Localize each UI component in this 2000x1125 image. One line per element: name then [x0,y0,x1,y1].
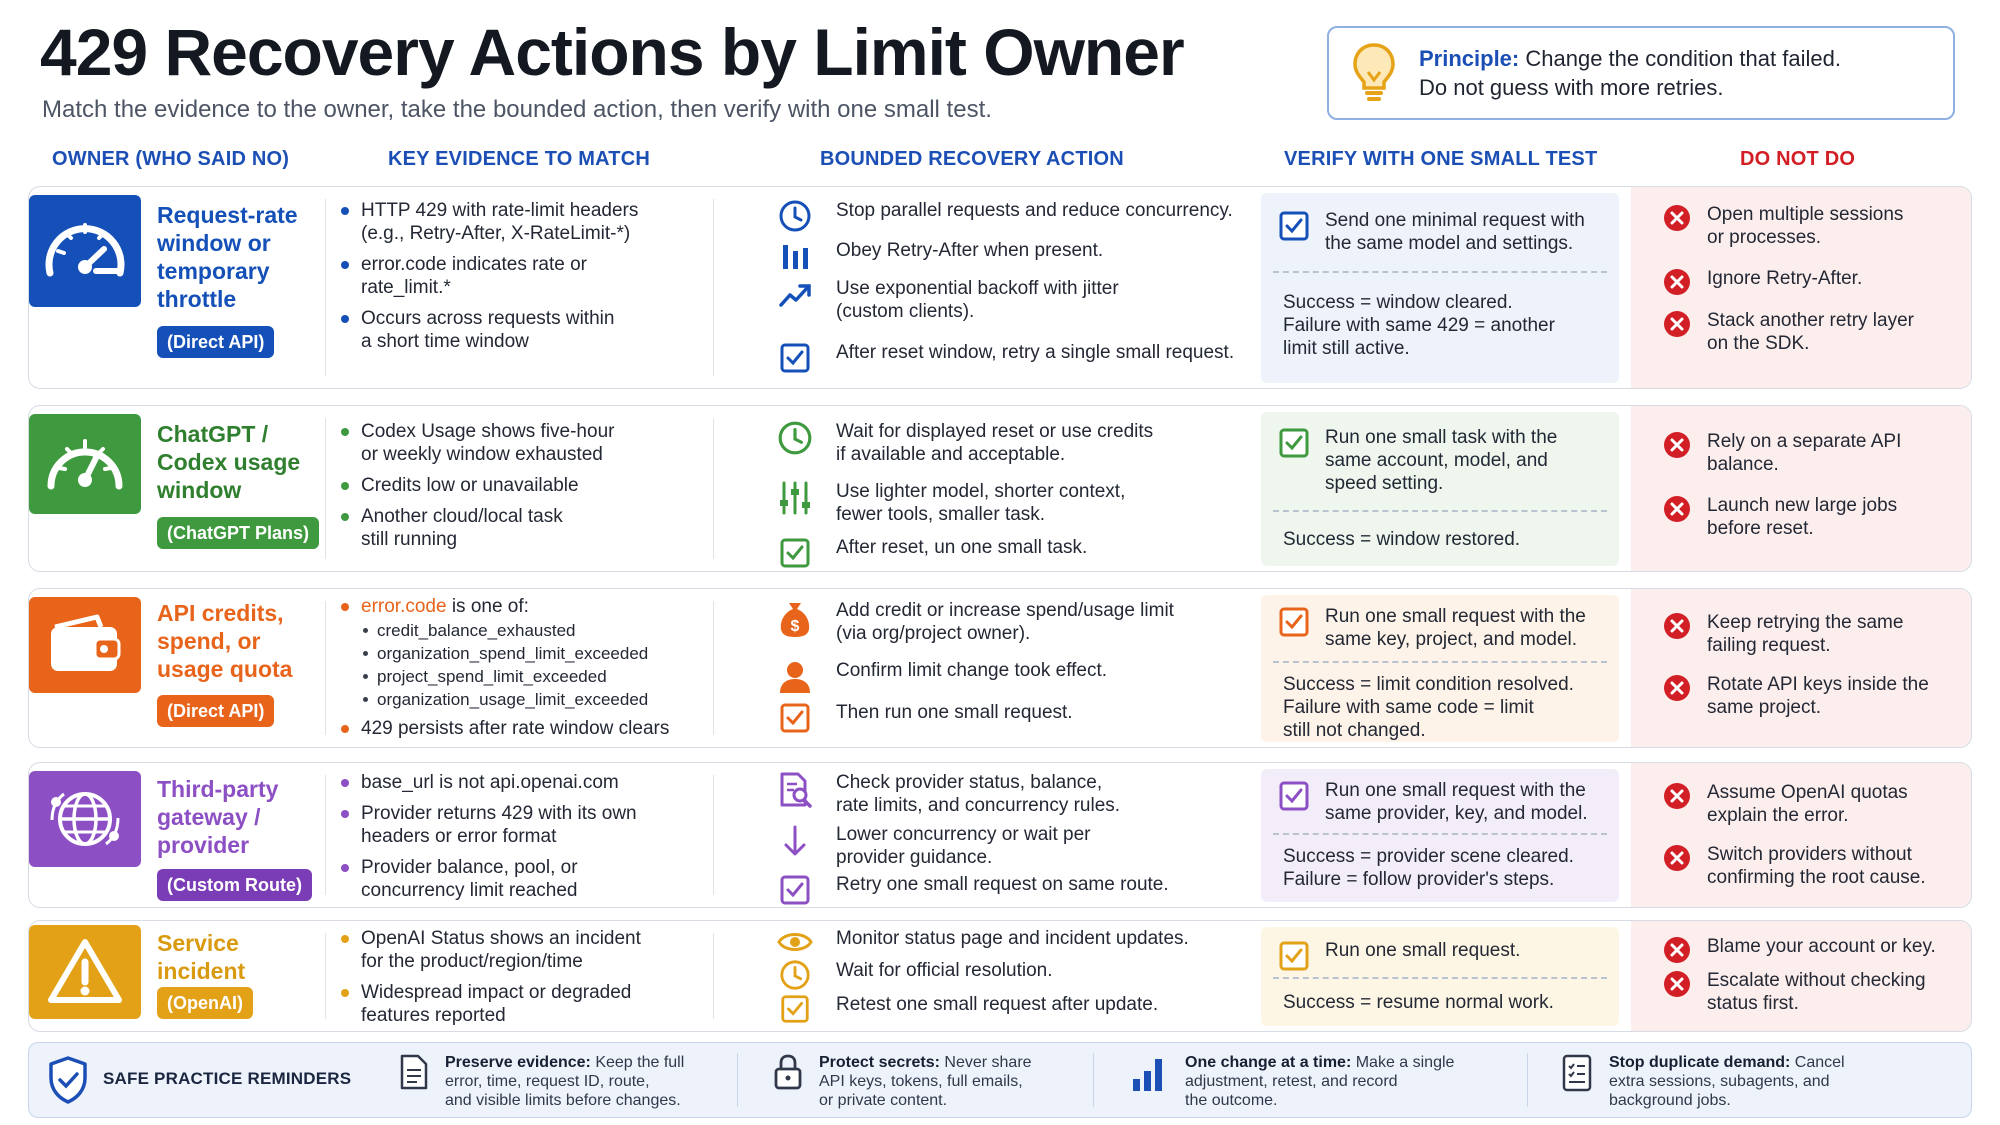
sliders-icon [777,480,813,516]
footer-item: Preserve evidence: Keep the full error, time, request ID, route, and visible limits before changes. [399,1053,684,1110]
owner-icon-box [29,195,141,307]
evidence-item: HTTP 429 with rate-limit headers (e.g., Retry-After, X-RateLimit-*) [339,199,729,245]
verify-separator [1273,833,1607,835]
dont-item: Rotate API keys inside the same project. [1663,673,1957,719]
verify-test: Send one minimal request with the same model and settings. [1279,209,1603,255]
error-code-item: project_spend_limit_exceeded [361,665,729,688]
verify-separator [1273,661,1607,663]
column-divider [713,418,714,559]
clock-icon [777,420,813,456]
arrow-down-icon [778,823,812,859]
column-divider [713,775,714,895]
footer-item: Protect secrets: Never share API keys, tokens, full emails, or private content. [773,1053,1032,1110]
evidence-list [339,771,729,908]
bar-chart-icon [1129,1053,1169,1093]
column-divider [325,418,326,559]
action-item: Obey Retry-After when present. [776,239,1296,273]
checkbox-icon [1279,781,1309,811]
footer-item: One change at a time: Make a single adjustment, retest, and record the outcome. [1129,1053,1454,1110]
principle-box [1327,26,1955,120]
verify-panel [1261,927,1619,1026]
gauge-icon [42,428,128,500]
x-circle-icon [1663,310,1691,338]
x-circle-icon [1663,970,1691,998]
footer-separator [1527,1053,1528,1107]
evidence-item: Codex Usage shows five-hour or weekly window exhausted [339,420,729,466]
column-header-action: BOUNDED RECOVERY ACTION [820,148,1124,170]
action-item: Check provider status, balance, rate limits, and concurrency rules. [776,771,1296,817]
verify-result: Success = resume normal work. [1283,992,1554,1013]
dont-panel [1631,406,1971,571]
svg-text:$: $ [790,618,800,635]
owner-badge: (Direct API) [157,326,274,358]
x-circle-icon [1663,936,1691,964]
verify-result: Success = provider scene cleared. Failure = follow provider's steps. [1283,846,1574,890]
dont-item: Open multiple sessions or processes. [1663,203,1957,249]
column-header-evidence: KEY EVIDENCE TO MATCH [388,148,651,170]
owner-badge: (ChatGPT Plans) [157,517,319,549]
action-item: After reset window, retry a single small request. [776,341,1296,375]
action-item: Retest one small request after update. [776,993,1296,1027]
owner-name: ChatGPT / Codex usage window [157,421,301,503]
trend-up-icon [778,277,812,311]
document-icon [399,1053,429,1091]
dont-item: Keep retrying the same failing request. [1663,611,1957,657]
evidence-item: Widespread impact or degraded features reported [339,981,729,1027]
evidence-list [339,927,729,1032]
person-icon [777,659,813,695]
owner-icon-box [29,597,141,693]
owner-name: Request-rate window or temporary throttle [157,202,298,312]
column-divider [325,775,326,895]
dont-item: Escalate without checking status first. [1663,969,1957,1015]
shield-check-icon [47,1055,89,1105]
verify-test: Run one small request. [1279,939,1603,971]
x-circle-icon [1663,782,1691,810]
footer-title-block [47,1055,351,1105]
column-divider [713,199,714,376]
footer-title: SAFE PRACTICE REMINDERS [103,1069,352,1088]
column-divider [325,933,326,1019]
row-api-credits [28,588,1972,748]
owner-name: Third-party gateway / provider [157,776,279,858]
error-code-item: organization_spend_limit_exceeded [361,642,729,665]
action-item: Wait for official resolution. [776,959,1296,993]
owner-badge: (Direct API) [157,695,274,727]
verify-result: Success = window cleared. Failure with same 429 = another limit still active. [1283,292,1555,359]
principle-label: Principle: [1419,46,1520,71]
dont-item: Stack another retry layer on the SDK. [1663,309,1957,355]
action-item: Wait for displayed reset or use credits if available and acceptable. [776,420,1296,466]
checkbox-icon [1279,941,1309,971]
evidence-item: error.code indicates rate or rate_limit.* [339,253,729,299]
page-subtitle: Match the evidence to the owner, take the bounded action, then verify with one small test. [42,96,992,123]
action-item: $ Add credit or increase spend/usage limit (via org/project owner). [776,599,1296,645]
checklist-icon [1561,1053,1593,1093]
column-header-dont: DO NOT DO [1740,148,1856,170]
verify-test: Run one small request with the same provider, key, and model. [1279,779,1603,825]
row-third-party [28,762,1972,908]
verify-panel [1261,193,1619,383]
dont-item: Rely on a separate API balance. [1663,430,1957,476]
dont-item: Assume OpenAI quotas explain the error. [1663,781,1957,827]
dont-item: Switch providers without confirming the root cause. [1663,843,1957,889]
error-code-item: organization_usage_limit_exceeded [361,688,729,711]
verify-panel [1261,769,1619,902]
evidence-item: OpenAI Status shows an incident for the product/region/time [339,927,729,973]
principle-line1: Change the condition that failed. [1525,46,1841,71]
checkbox-icon [778,341,812,375]
verify-test: Run one small task with the same account, model, and speed setting. [1279,426,1603,495]
principle-line2: Do not guess with more retries. [1419,75,1724,100]
dont-item: Blame your account or key. [1663,935,1957,964]
wallet-icon [45,613,125,677]
x-circle-icon [1663,612,1691,640]
owner-badge: (Custom Route) [157,869,312,901]
checkbox-icon [1279,211,1309,241]
verify-result: Success = limit condition resolved. Failure with same code = limit still not changed. [1283,674,1574,741]
lock-icon [773,1053,803,1091]
checkbox-icon [778,536,812,570]
dont-panel [1631,763,1971,907]
x-circle-icon [1663,844,1691,872]
column-divider [325,601,326,735]
owner-icon-box [29,925,141,1019]
action-item: Confirm limit change took effect. [776,659,1296,693]
evidence-list [339,420,729,559]
owner-icon-box [29,414,141,514]
dont-item: Ignore Retry-After. [1663,267,1957,296]
footer-separator [737,1053,738,1107]
dont-panel [1631,921,1971,1031]
evidence-item: 429 persists after rate window clears [339,717,729,740]
column-divider [713,601,714,735]
evidence-item: Provider balance, pool, or concurrency limit reached [339,856,729,902]
bars-icon [778,239,812,273]
verify-test: Run one small request with the same key, project, and model. [1279,605,1603,651]
evidence-item: error.code is one of: credit_balance_exhausted organization_spend_limit_exceeded project_spend_limit_exceeded organization_usage_limit_exceeded [339,595,729,711]
footer-item: Stop duplicate demand: Cancel extra sessions, subagents, and background jobs. [1561,1053,1845,1110]
verify-separator [1273,977,1607,979]
lightbulb-icon [1351,42,1397,104]
verify-panel [1261,412,1619,566]
footer-separator [1093,1053,1094,1107]
warning-icon [45,936,125,1008]
dont-item: Launch new large jobs before reset. [1663,494,1957,540]
page-title: 429 Recovery Actions by Limit Owner [40,15,1184,89]
owner-icon-box [29,771,141,867]
evidence-list [339,595,729,748]
column-divider [713,933,714,1019]
clock-icon [778,199,812,233]
verify-result: Success = window restored. [1283,529,1521,550]
x-circle-icon [1663,674,1691,702]
row-request-rate [28,186,1972,389]
verify-panel [1261,595,1619,742]
error-code-item: credit_balance_exhausted [361,619,729,642]
x-circle-icon [1663,204,1691,232]
action-item: Lower concurrency or wait per provider guidance. [776,823,1296,869]
x-circle-icon [1663,495,1691,523]
x-circle-icon [1663,268,1691,296]
evidence-item: Another cloud/local task still running [339,505,729,551]
eye-icon [777,927,813,957]
x-circle-icon [1663,431,1691,459]
evidence-item: Occurs across requests within a short time window [339,307,729,353]
column-divider [325,199,326,376]
owner-name: Service incident [157,930,246,984]
action-item: Monitor status page and incident updates. [776,927,1296,961]
safe-practice-footer [28,1042,1972,1118]
owner-name: API credits, spend, or usage quota [157,600,293,682]
action-item: Then run one small request. [776,701,1296,735]
evidence-item: Credits low or unavailable [339,474,729,497]
action-item: Stop parallel requests and reduce concurrency. [776,199,1296,233]
checkbox-icon [1279,428,1309,458]
evidence-item: base_url is not api.openai.com [339,771,729,794]
dont-panel [1631,187,1971,388]
owner-badge: (OpenAI) [157,987,253,1019]
column-header-owner: OWNER (WHO SAID NO) [52,148,290,170]
verify-separator [1273,271,1607,273]
action-item: Retry one small request on same route. [776,873,1296,907]
action-item: Use lighter model, shorter context, fewer tools, smaller task. [776,480,1296,526]
evidence-list [339,199,729,361]
dont-panel [1631,589,1971,747]
row-service-incident [28,920,1972,1032]
checkbox-icon [1279,607,1309,637]
checkbox-icon [778,701,812,735]
globe-icon [46,780,124,858]
document-search-icon [777,771,813,809]
checkbox-icon [778,873,812,907]
verify-separator [1273,510,1607,512]
action-item: After reset, un one small task. [776,536,1296,570]
evidence-item: Provider returns 429 with its own headers or error format [339,802,729,848]
action-item: Use exponential backoff with jitter (custom clients). [776,277,1296,323]
checkbox-icon [779,993,811,1025]
column-header-verify: VERIFY WITH ONE SMALL TEST [1284,148,1598,170]
row-chatgpt-usage [28,405,1972,572]
clock-icon [779,959,811,991]
speedometer-icon [40,211,130,291]
money-bag-icon [777,599,813,639]
